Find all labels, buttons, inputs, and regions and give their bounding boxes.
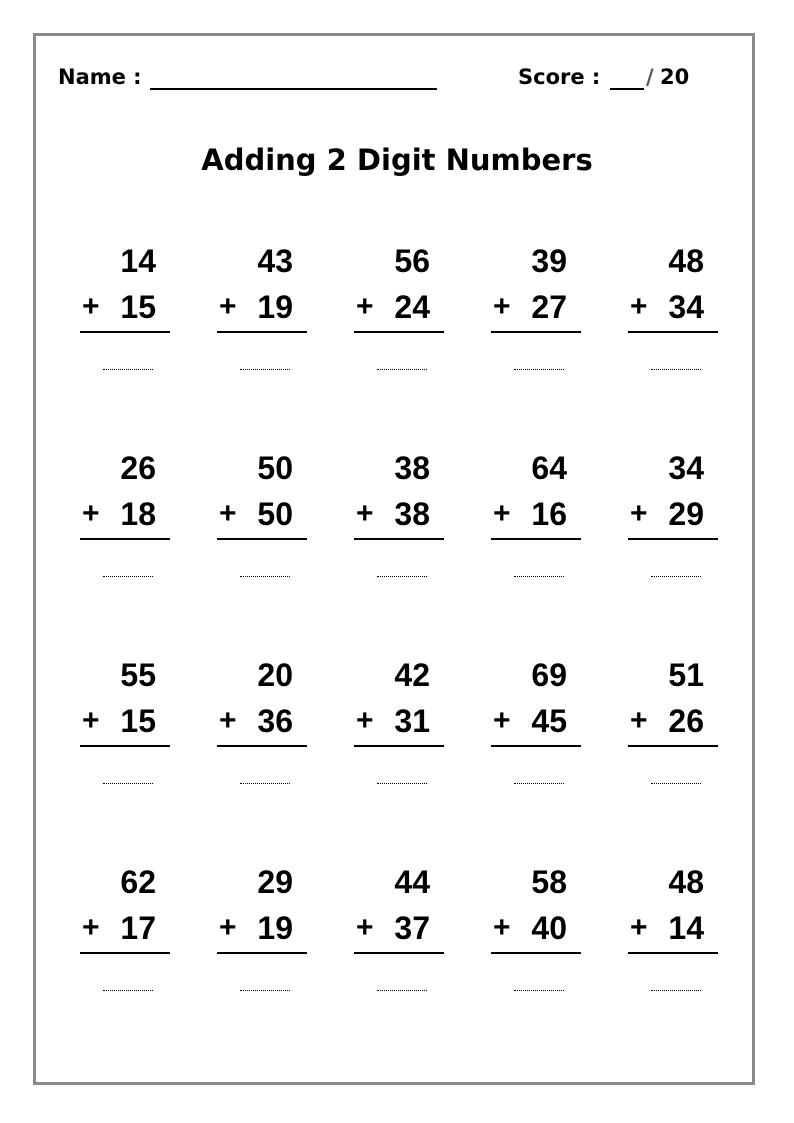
plus-sign: + <box>82 497 100 530</box>
addition-problem <box>491 243 581 393</box>
worksheet-header <box>0 62 794 96</box>
bottom-addend: 19 <box>257 910 293 946</box>
bottom-addend: 27 <box>531 289 567 325</box>
plus-sign: + <box>630 704 648 737</box>
plus-sign: + <box>82 704 100 737</box>
sum-line <box>491 745 581 747</box>
plus-sign: + <box>630 290 648 323</box>
answer-blank[interactable] <box>514 576 564 577</box>
addition-problem <box>217 450 307 600</box>
page-title: Adding 2 Digit Numbers <box>201 143 593 177</box>
sum-line <box>80 745 170 747</box>
top-addend: 56 <box>394 243 430 279</box>
answer-blank[interactable] <box>514 369 564 370</box>
bottom-addend: 24 <box>394 289 430 325</box>
plus-sign: + <box>82 290 100 323</box>
plus-sign: + <box>219 704 237 737</box>
top-addend: 44 <box>394 864 430 900</box>
plus-sign: + <box>493 497 511 530</box>
answer-blank[interactable] <box>240 990 290 991</box>
top-addend: 50 <box>257 450 293 486</box>
bottom-addend: 16 <box>531 496 567 532</box>
answer-blank[interactable] <box>103 576 153 577</box>
plus-sign: + <box>493 290 511 323</box>
bottom-addend: 14 <box>668 910 704 946</box>
plus-sign: + <box>356 290 374 323</box>
top-addend: 64 <box>531 450 567 486</box>
bottom-addend: 15 <box>120 289 156 325</box>
top-addend: 39 <box>531 243 567 279</box>
answer-blank[interactable] <box>240 783 290 784</box>
addition-problem <box>80 657 170 807</box>
top-addend: 14 <box>120 243 156 279</box>
top-addend: 29 <box>257 864 293 900</box>
bottom-addend: 17 <box>120 910 156 946</box>
addition-problem <box>491 864 581 1014</box>
sum-line <box>628 745 718 747</box>
top-addend: 26 <box>120 450 156 486</box>
addition-problem <box>628 864 718 1014</box>
score-total: 20 <box>660 65 690 89</box>
addition-problem <box>217 657 307 807</box>
sum-line <box>217 745 307 747</box>
bottom-addend: 29 <box>668 496 704 532</box>
sum-line <box>491 538 581 540</box>
addition-problem <box>354 450 444 600</box>
bottom-addend: 45 <box>531 703 567 739</box>
answer-blank[interactable] <box>377 576 427 577</box>
bottom-addend: 19 <box>257 289 293 325</box>
sum-line <box>628 331 718 333</box>
answer-blank[interactable] <box>103 990 153 991</box>
answer-blank[interactable] <box>514 990 564 991</box>
answer-blank[interactable] <box>651 369 701 370</box>
top-addend: 48 <box>668 864 704 900</box>
top-addend: 48 <box>668 243 704 279</box>
top-addend: 34 <box>668 450 704 486</box>
addition-problem <box>80 864 170 1014</box>
top-addend: 42 <box>394 657 430 693</box>
answer-blank[interactable] <box>377 369 427 370</box>
sum-line <box>217 538 307 540</box>
plus-sign: + <box>493 911 511 944</box>
plus-sign: + <box>356 497 374 530</box>
answer-blank[interactable] <box>514 783 564 784</box>
score-field[interactable] <box>610 88 644 90</box>
top-addend: 43 <box>257 243 293 279</box>
addition-problem <box>80 243 170 393</box>
top-addend: 69 <box>531 657 567 693</box>
top-addend: 58 <box>531 864 567 900</box>
answer-blank[interactable] <box>377 783 427 784</box>
addition-problem <box>628 450 718 600</box>
plus-sign: + <box>493 704 511 737</box>
answer-blank[interactable] <box>651 783 701 784</box>
addition-problem <box>217 864 307 1014</box>
addition-problem <box>628 243 718 393</box>
sum-line <box>354 331 444 333</box>
answer-blank[interactable] <box>103 369 153 370</box>
addition-problem <box>491 657 581 807</box>
answer-blank[interactable] <box>651 990 701 991</box>
plus-sign: + <box>630 497 648 530</box>
sum-line <box>217 952 307 954</box>
plus-sign: + <box>82 911 100 944</box>
plus-sign: + <box>356 704 374 737</box>
bottom-addend: 34 <box>668 289 704 325</box>
addition-problem <box>491 450 581 600</box>
top-addend: 38 <box>394 450 430 486</box>
sum-line <box>80 538 170 540</box>
bottom-addend: 18 <box>120 496 156 532</box>
bottom-addend: 26 <box>668 703 704 739</box>
plus-sign: + <box>219 497 237 530</box>
sum-line <box>628 952 718 954</box>
top-addend: 20 <box>257 657 293 693</box>
sum-line <box>491 952 581 954</box>
plus-sign: + <box>219 290 237 323</box>
answer-blank[interactable] <box>651 576 701 577</box>
answer-blank[interactable] <box>240 576 290 577</box>
sum-line <box>628 538 718 540</box>
top-addend: 55 <box>120 657 156 693</box>
sum-line <box>491 331 581 333</box>
score-slash: / <box>646 65 654 89</box>
sum-line <box>80 331 170 333</box>
bottom-addend: 31 <box>394 703 430 739</box>
bottom-addend: 36 <box>257 703 293 739</box>
plus-sign: + <box>630 911 648 944</box>
bottom-addend: 38 <box>394 496 430 532</box>
answer-blank[interactable] <box>377 990 427 991</box>
score-label: Score : <box>518 65 601 89</box>
plus-sign: + <box>356 911 374 944</box>
addition-problem <box>217 243 307 393</box>
addition-problem <box>354 864 444 1014</box>
addition-problem <box>80 450 170 600</box>
sum-line <box>80 952 170 954</box>
plus-sign: + <box>219 911 237 944</box>
addition-problem <box>354 657 444 807</box>
sum-line <box>217 331 307 333</box>
top-addend: 51 <box>668 657 704 693</box>
addition-problem <box>354 243 444 393</box>
bottom-addend: 50 <box>257 496 293 532</box>
name-label: Name : <box>58 65 142 89</box>
answer-blank[interactable] <box>240 369 290 370</box>
sum-line <box>354 952 444 954</box>
bottom-addend: 15 <box>120 703 156 739</box>
top-addend: 62 <box>120 864 156 900</box>
sum-line <box>354 538 444 540</box>
sum-line <box>354 745 444 747</box>
name-field[interactable] <box>150 88 437 90</box>
addition-problem <box>628 657 718 807</box>
bottom-addend: 40 <box>531 910 567 946</box>
bottom-addend: 37 <box>394 910 430 946</box>
answer-blank[interactable] <box>103 783 153 784</box>
